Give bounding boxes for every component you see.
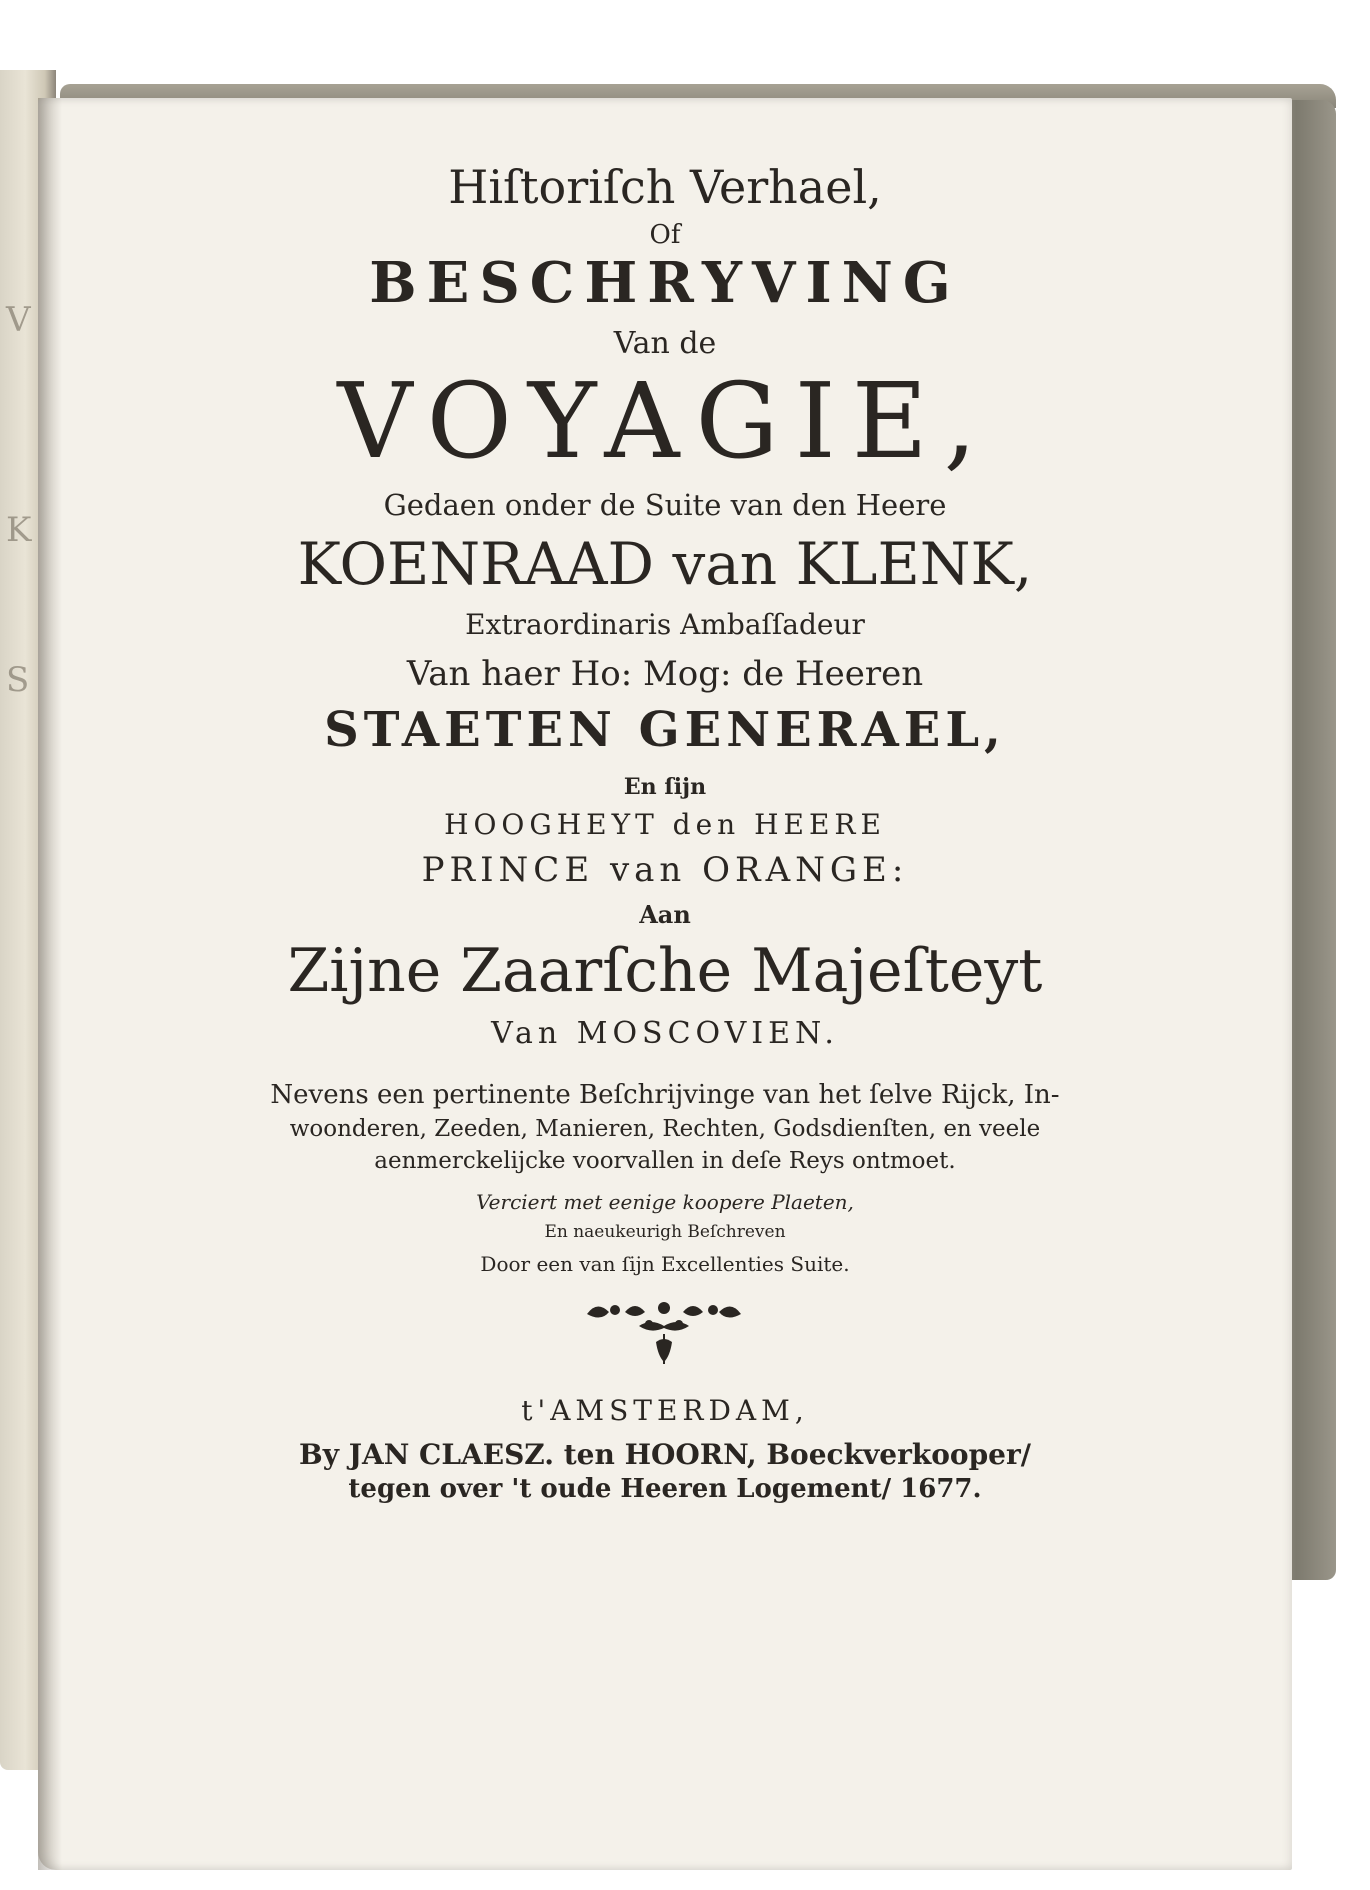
- title-line-gedaen: Gedaen onder de Suite van den Heere: [383, 488, 947, 522]
- title-line-nevens: Nevens een pertinente Beſchrijvinge van het ſelve Rijck, In-: [270, 1080, 1060, 1110]
- imprint-address-date: tegen over 't oude Heeren Logement/ 1677.: [348, 1474, 982, 1504]
- title-line-zijne-zaarsche: Zijne Zaarſche Majeſteyt: [287, 936, 1043, 1006]
- title-line-door-een: Door een van ſijn Excellenties Suite.: [480, 1252, 850, 1276]
- title-line-historisch: Hiſtoriſch Verhael,: [448, 160, 882, 214]
- imprint-place: t'AMSTERDAM,: [521, 1394, 809, 1427]
- title-line-moscovien: Van MOSCOVIEN.: [491, 1016, 839, 1051]
- title-line-staeten: STAETEN GENERAEL,: [324, 702, 1006, 758]
- facing-page-fragment: S: [6, 660, 30, 700]
- title-page: [38, 98, 1292, 1870]
- title-line-of: Of: [649, 220, 681, 250]
- title-line-extraordinaris: Extraordinaris Ambaſſadeur: [465, 608, 865, 641]
- title-line-beschryving: BESCHRYVING: [369, 250, 961, 316]
- title-line-naeukeurigh: En naeukeurigh Beſchreven: [544, 1222, 786, 1242]
- imprint-printer: By JAN CLAESZ. ten HOORN, Boeckverkooper/: [299, 1438, 1031, 1471]
- facing-page-fragment: V: [6, 300, 31, 340]
- title-line-van-haer: Van haer Ho: Mog: de Heeren: [406, 654, 924, 694]
- title-line-aenmerckelijcke: aenmerckelijcke voorvallen in deſe Reys ontmoet.: [374, 1148, 956, 1174]
- facing-page-fragment: K: [6, 510, 32, 550]
- title-line-en-sijn: En ſijn: [623, 774, 707, 800]
- title-line-verciert: Verciert met eenige koopere Plaeten,: [476, 1190, 854, 1214]
- title-line-van-de: Van de: [613, 326, 717, 361]
- title-line-woonderen: woonderen, Zeeden, Manieren, Rechten, Godsdienſten, en veele: [289, 1116, 1041, 1142]
- gutter-shadow: [38, 98, 62, 1870]
- title-line-voyagie: VOYAGIE,: [337, 360, 993, 482]
- ornament-fleuron-icon: [579, 1294, 749, 1374]
- title-line-koenraad: KOENRAAD van KLENK,: [297, 530, 1033, 598]
- title-line-hoogheyt: HOOGHEYT den HEERE: [444, 808, 886, 841]
- title-line-aan: Aan: [639, 900, 691, 929]
- title-line-prince: PRINCE van ORANGE:: [421, 850, 909, 890]
